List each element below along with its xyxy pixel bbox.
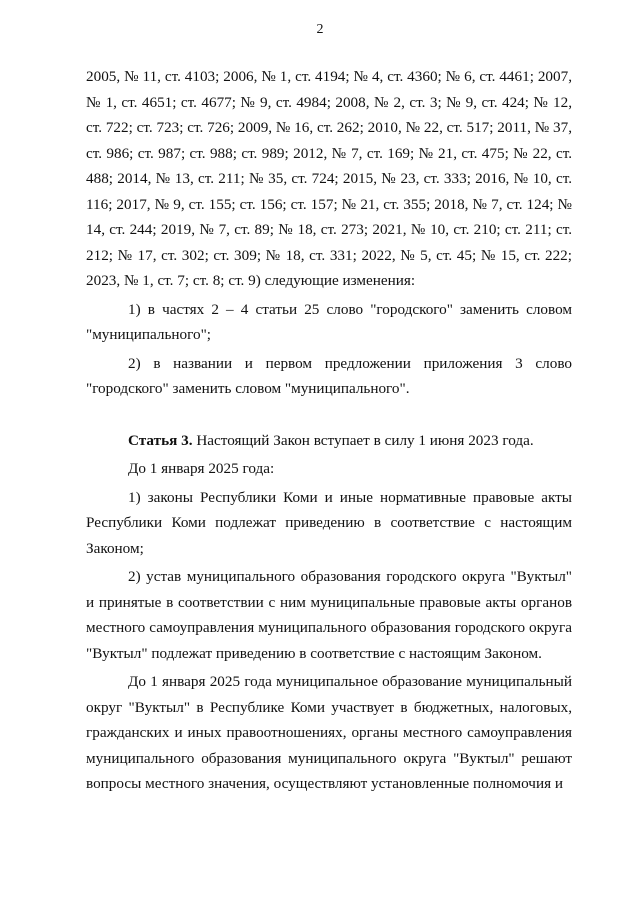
article-3-item-1: 1) законы Республики Коми и иные нормативные правовые акты Республики Коми подлежат приведению в соответствие с настоящим Законом; <box>86 488 572 557</box>
document-body <box>86 64 572 797</box>
page-number: 2 <box>316 22 324 37</box>
article-3-item-2: 2) устав муниципального образования городского округа "Вуктыл" и принятые в соответствии с ним муниципальные правовые акты органов местного самоуправления муниципального образования городского округа "Вуктыл" подлежат приведению в соответствие с настоящим Законом. <box>86 568 572 662</box>
until-2025-heading: До 1 января 2025 года: <box>128 460 275 477</box>
citations-paragraph: 2005, № 11, ст. 4103; 2006, № 1, ст. 4194; № 4, ст. 4360; № 6, ст. 4461; 2007, № 1, ст. 4651; ст. 4677; № 9, ст. 4984; 2008, № 2, ст. 3; № 9, ст. 424; № 12, ст. 722; ст. 723; ст. 726; 2009, № 16, ст. 262; 2010, № 22, ст. 517; 2011, № 37, ст. 986; ст. 987; ст. 988; ст. 989; 2012, № 7, ст. 169; № 21, ст. 475; № 22, ст. 488; 2014, № 13, ст. 211; № 35, ст. 724; 2015, № 23, ст. 333; 2016, № 10, ст. 116; 2017, № 9, ст. 155; ст. 156; ст. 157; № 21, ст. 355; 2018, № 7, ст. 124; № 14, ст. 244; 2019, № 7, ст. 89; № 18, ст. 273; 2021, № 10, ст. 210; ст. 211; ст. 212; № 17, ст. 302; ст. 309; № 18, ст. 331; 2022, № 5, ст. 45; № 15, ст. 222; 2023, № 1, ст. 7; ст. 8; ст. 9) следующие изменения: <box>86 68 572 289</box>
article-3-paragraph <box>86 428 572 454</box>
article-3-label: Статья 3. <box>128 431 193 449</box>
amendment-item-2: 2) в названии и первом предложении приложения 3 слово "городского" заменить словом "муниципального". <box>86 354 572 397</box>
amendment-item-1: 1) в частях 2 – 4 статьи 25 слово "городского" заменить словом "муниципального"; <box>86 300 572 343</box>
final-paragraph: До 1 января 2025 года муниципальное образование муниципальный округ "Вуктыл" в Республике Коми участвует в бюджетных, налоговых, гражданских и иных правоотношениях, органы местного самоуправления муниципального образования муниципального округа "Вуктыл" решают вопросы местного значения, осуществляют установленные полномочия и <box>86 673 572 792</box>
article-3-text: Настоящий Закон вступает в силу 1 июня 2023 года. <box>192 431 534 449</box>
